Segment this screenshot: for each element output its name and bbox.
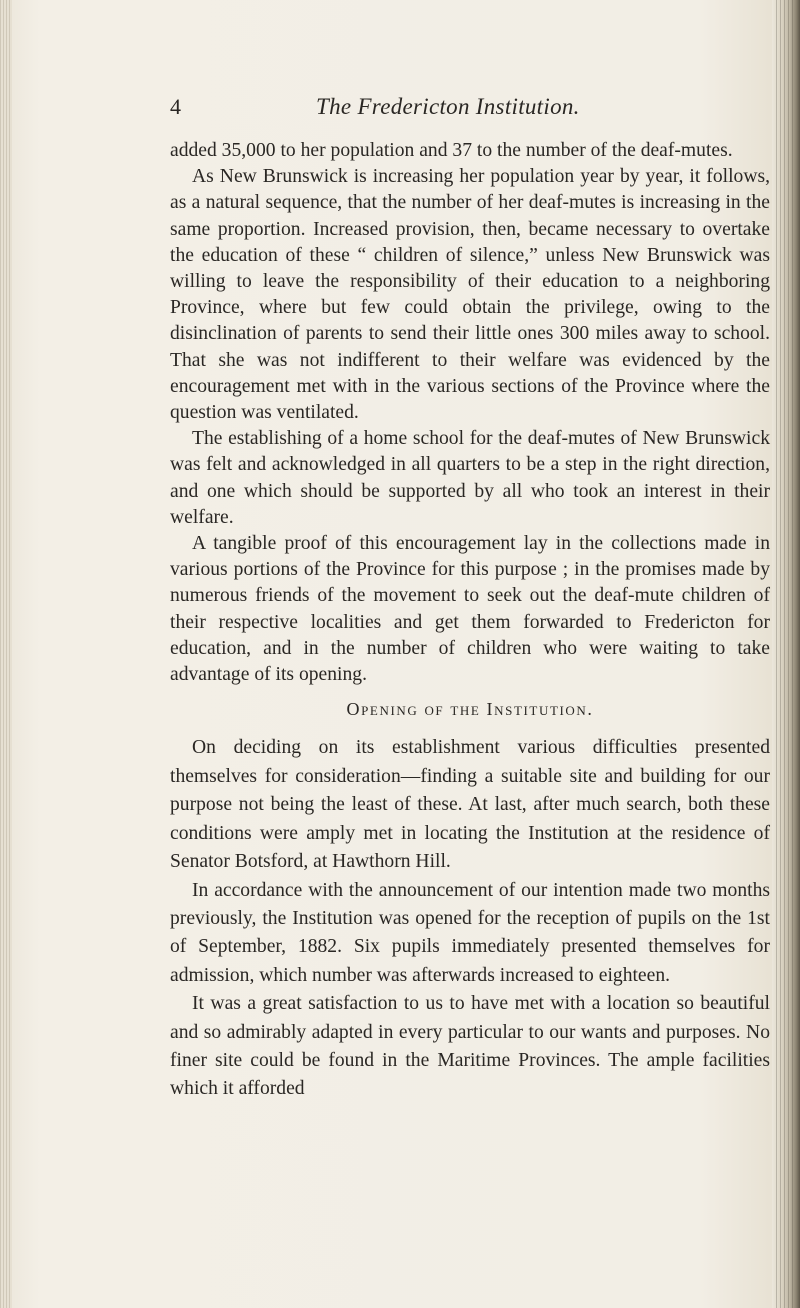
page-binding-shadow <box>0 0 12 1308</box>
page-header <box>170 94 770 130</box>
paragraph-7: It was a great satisfaction to us to have met with a location so beautiful and so admirably adapted in every particular to our wants and purposes. No finer site could be found in the Maritime Provinces. The ample facilities which it afforded <box>170 993 770 1100</box>
section-opening <box>170 734 770 1103</box>
paragraph-5: On deciding on its establishment various difficulties presented themselves for consideration—finding a suitable site and building for our purpose not being the least of these. At last, after much search, both these conditions were amply met in locating the Institution at the residence of Senator Botsford, at Hawthorn Hill. <box>170 737 770 873</box>
page-edge-lines <box>776 0 796 1308</box>
paragraph-6: In accordance with the announcement of our intention made two months previously, the Institution was opened for the reception of pupils on the 1st of September, 1882. Six pupils immediately presented themselves for admission, which number was afterwards increased to eighteen. <box>170 879 770 986</box>
running-title: The Fredericton Institution. <box>316 94 580 119</box>
paragraph-3: The establishing of a home school for the deaf-mutes of New Brunswick was felt and acknowledged in all quarters to be a step in the right direction, and one which should be supported by all who took an interest in their welfare. <box>170 428 770 528</box>
paragraph-4: A tangible proof of this encouragement lay in the collections made in various portions of the Province for this purpose ; in the promises made by numerous friends of the movement to seek out the deaf-mute children of their respective localities and get them forwarded to Fredericton for education, and in the number of children who were waiting to take advantage of its opening. <box>170 533 770 686</box>
page-number: 4 <box>170 94 181 119</box>
paragraph-2: As New Brunswick is increasing her population year by year, it follows, as a natural sequence, that the number of her deaf-mutes is increasing in the same proportion. Increased provision, then, became necessary to overtake the education of these “ children of silence,” unless New Brunswick was willing to leave the responsibility of their education to a neighboring Province, where but few could obtain the privilege, owing to the disinclination of parents to send their little ones 300 miles away to school. That she was not indifferent to their welfare was evidenced by the encouragement met with in the various sections of the Province where the question was ventilated. <box>170 166 770 424</box>
section-heading: Opening of the Institution. <box>346 699 594 720</box>
body-text <box>170 138 770 1104</box>
paragraph-1: added 35,000 to her population and 37 to the number of the deaf-mutes. <box>170 140 733 161</box>
